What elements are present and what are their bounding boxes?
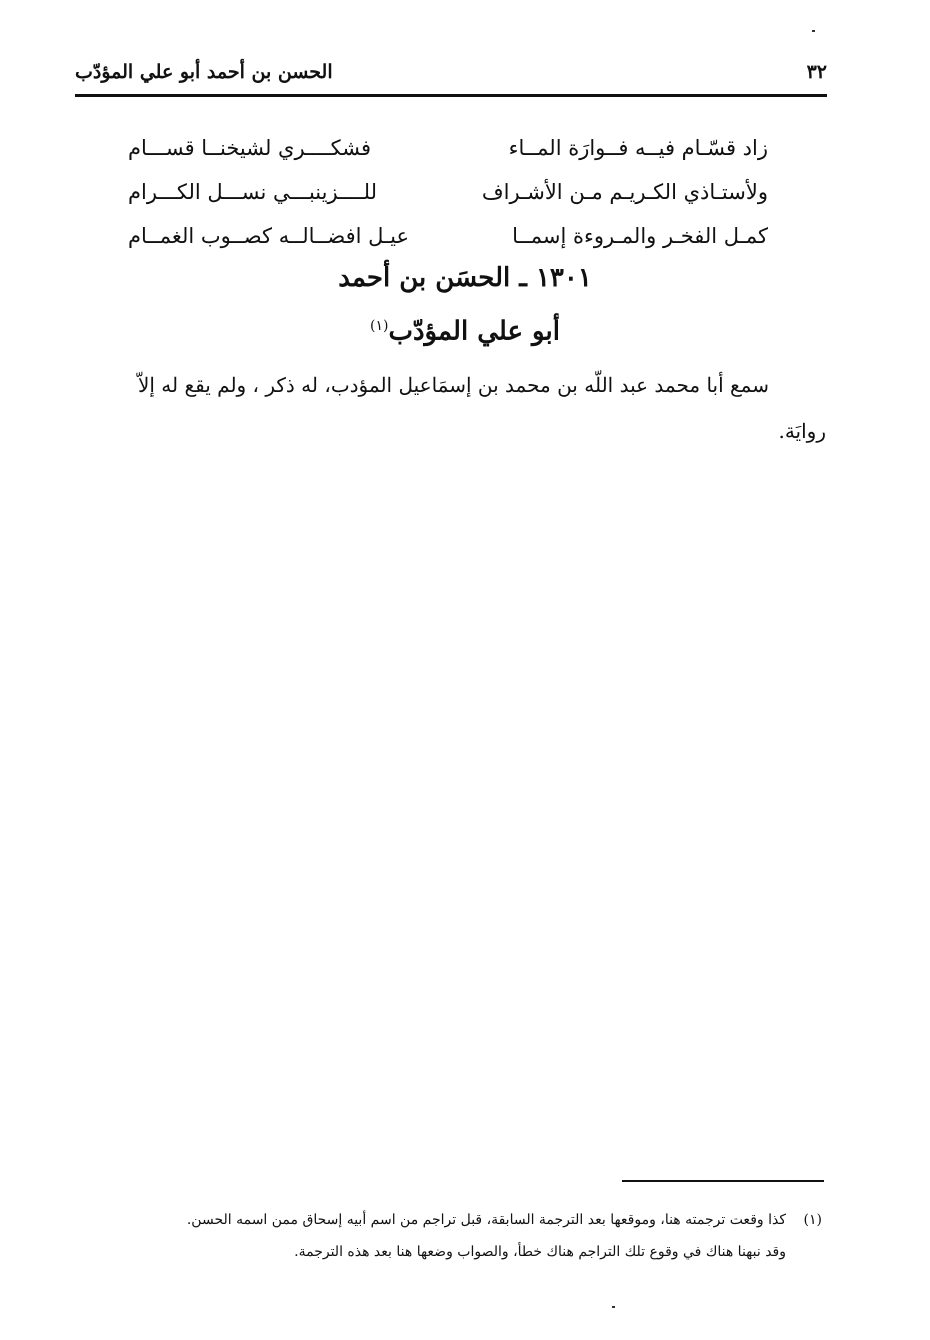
verse-line <box>128 126 768 170</box>
page-header <box>75 52 827 92</box>
verse-line <box>128 170 768 214</box>
footnote-text: وقد نبهنا هناك في وقوع تلك التراجم هناك خطأ، والصواب وضعها هنا بعد هذه الترجمة. <box>294 1244 786 1260</box>
footnote-text: كذا وقعت ترجمته هنا، وموقعها بعد الترجمة السابقة، قبل تراجم من اسم أبيه إسحاق ممن اسمه الحسن. <box>186 1212 786 1228</box>
footnotes <box>80 1204 822 1268</box>
verse-first-hemistich: كمـل الفخـر والمـروءة إسمــا <box>512 224 768 248</box>
footnote-line <box>80 1204 822 1236</box>
entry-subtitle <box>0 306 930 352</box>
running-title: الحسن بن أحمد أبو علي المؤدّب <box>75 61 333 83</box>
header-rule <box>75 94 827 97</box>
verse-second-hemistich: للــــزينبـــي نســـل الكـــرام <box>128 180 378 204</box>
body-line: روايَة. <box>778 419 826 443</box>
scan-speck <box>812 30 815 32</box>
entry-subtitle-text: أبو علي المؤدّب <box>388 316 560 347</box>
entry-title: ١٣٠١ ـ الحسَن بن أحمد <box>338 263 592 293</box>
page-number: ٣٢ <box>806 61 827 83</box>
verse-second-hemistich: عيـل افضــالــه كصــوب الغمــام <box>128 224 410 248</box>
poem-verses <box>128 126 768 258</box>
footnote-number: (١) <box>803 1212 822 1228</box>
scan-speck <box>612 1306 615 1308</box>
entry-body <box>74 362 826 454</box>
verse-second-hemistich: فشكــــري لشيخنــا قســـام <box>128 136 372 160</box>
verse-first-hemistich: ولأستـاذي الكـريـم مـن الأشـراف <box>481 180 768 204</box>
footnote-reference-marker[interactable]: (١) <box>370 318 389 334</box>
verse-line <box>128 214 768 258</box>
footnote-line <box>80 1236 822 1268</box>
body-line: سمع أبا محمد عبد اللّه بن محمد بن إسمَاعيل المؤدب، له ذكر ، ولم يقع له إلاّ <box>137 373 769 397</box>
verse-first-hemistich: زاد قسّـام فيــه فــوارَة المــاء <box>508 136 768 160</box>
footnote-separator <box>622 1180 824 1182</box>
